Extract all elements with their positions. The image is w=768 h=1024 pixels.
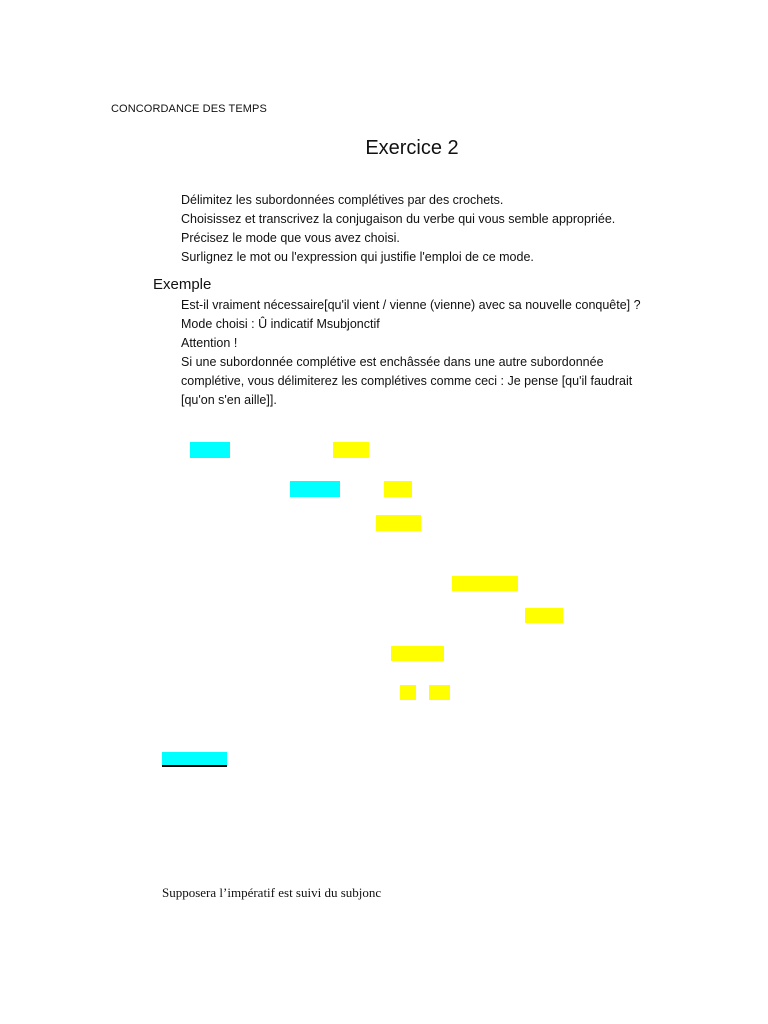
instruction-line: Délimitez les subordonnées complétives par des crochets.: [181, 193, 504, 207]
highlight-yellow-block: [525, 608, 563, 623]
highlight-yellow-block: [400, 685, 416, 700]
document-header-label: CONCORDANCE DES TEMPS: [111, 103, 267, 115]
highlight-cyan-block: [190, 442, 230, 458]
exercise-title: Exercice 2: [365, 137, 459, 159]
example-note: Si une subordonnée complétive est enchâssée dans une autre subordonnée complétive, vous délimiterez les complétives comme ceci : Je pense [qu'il faudrait [qu'on s'en aille]].: [181, 355, 633, 407]
highlight-yellow-block: [452, 576, 518, 591]
highlight-yellow-block: [429, 685, 450, 700]
footer-note: Supposera l’impératif est suivi du subjonc: [162, 885, 382, 900]
highlight-yellow-block: [384, 481, 412, 497]
highlight-cyan-underlined-block: [162, 752, 227, 767]
highlight-yellow-block: [376, 515, 421, 531]
instruction-line: Choisissez et transcrivez la conjugaison du verbe qui vous semble appropriée.: [181, 212, 616, 226]
highlight-cyan-block: [290, 481, 340, 497]
example-mode-line: Mode choisi : Û indicatif Msubjonctif: [181, 317, 380, 331]
highlight-yellow-block: [391, 646, 444, 661]
instruction-line: Surlignez le mot ou l'expression qui justifie l'emploi de ce mode.: [181, 250, 534, 264]
highlight-yellow-block: [333, 442, 369, 458]
instructions-list: [181, 191, 701, 267]
example-block: [181, 296, 681, 410]
example-heading: Exemple: [153, 276, 212, 293]
example-attention: Attention !: [181, 336, 238, 350]
instruction-line: Précisez le mode que vous avez choisi.: [181, 231, 400, 245]
example-sentence: Est-il vraiment nécessaire[qu'il vient / vienne (vienne) avec sa nouvelle conquête] ?: [181, 298, 641, 312]
